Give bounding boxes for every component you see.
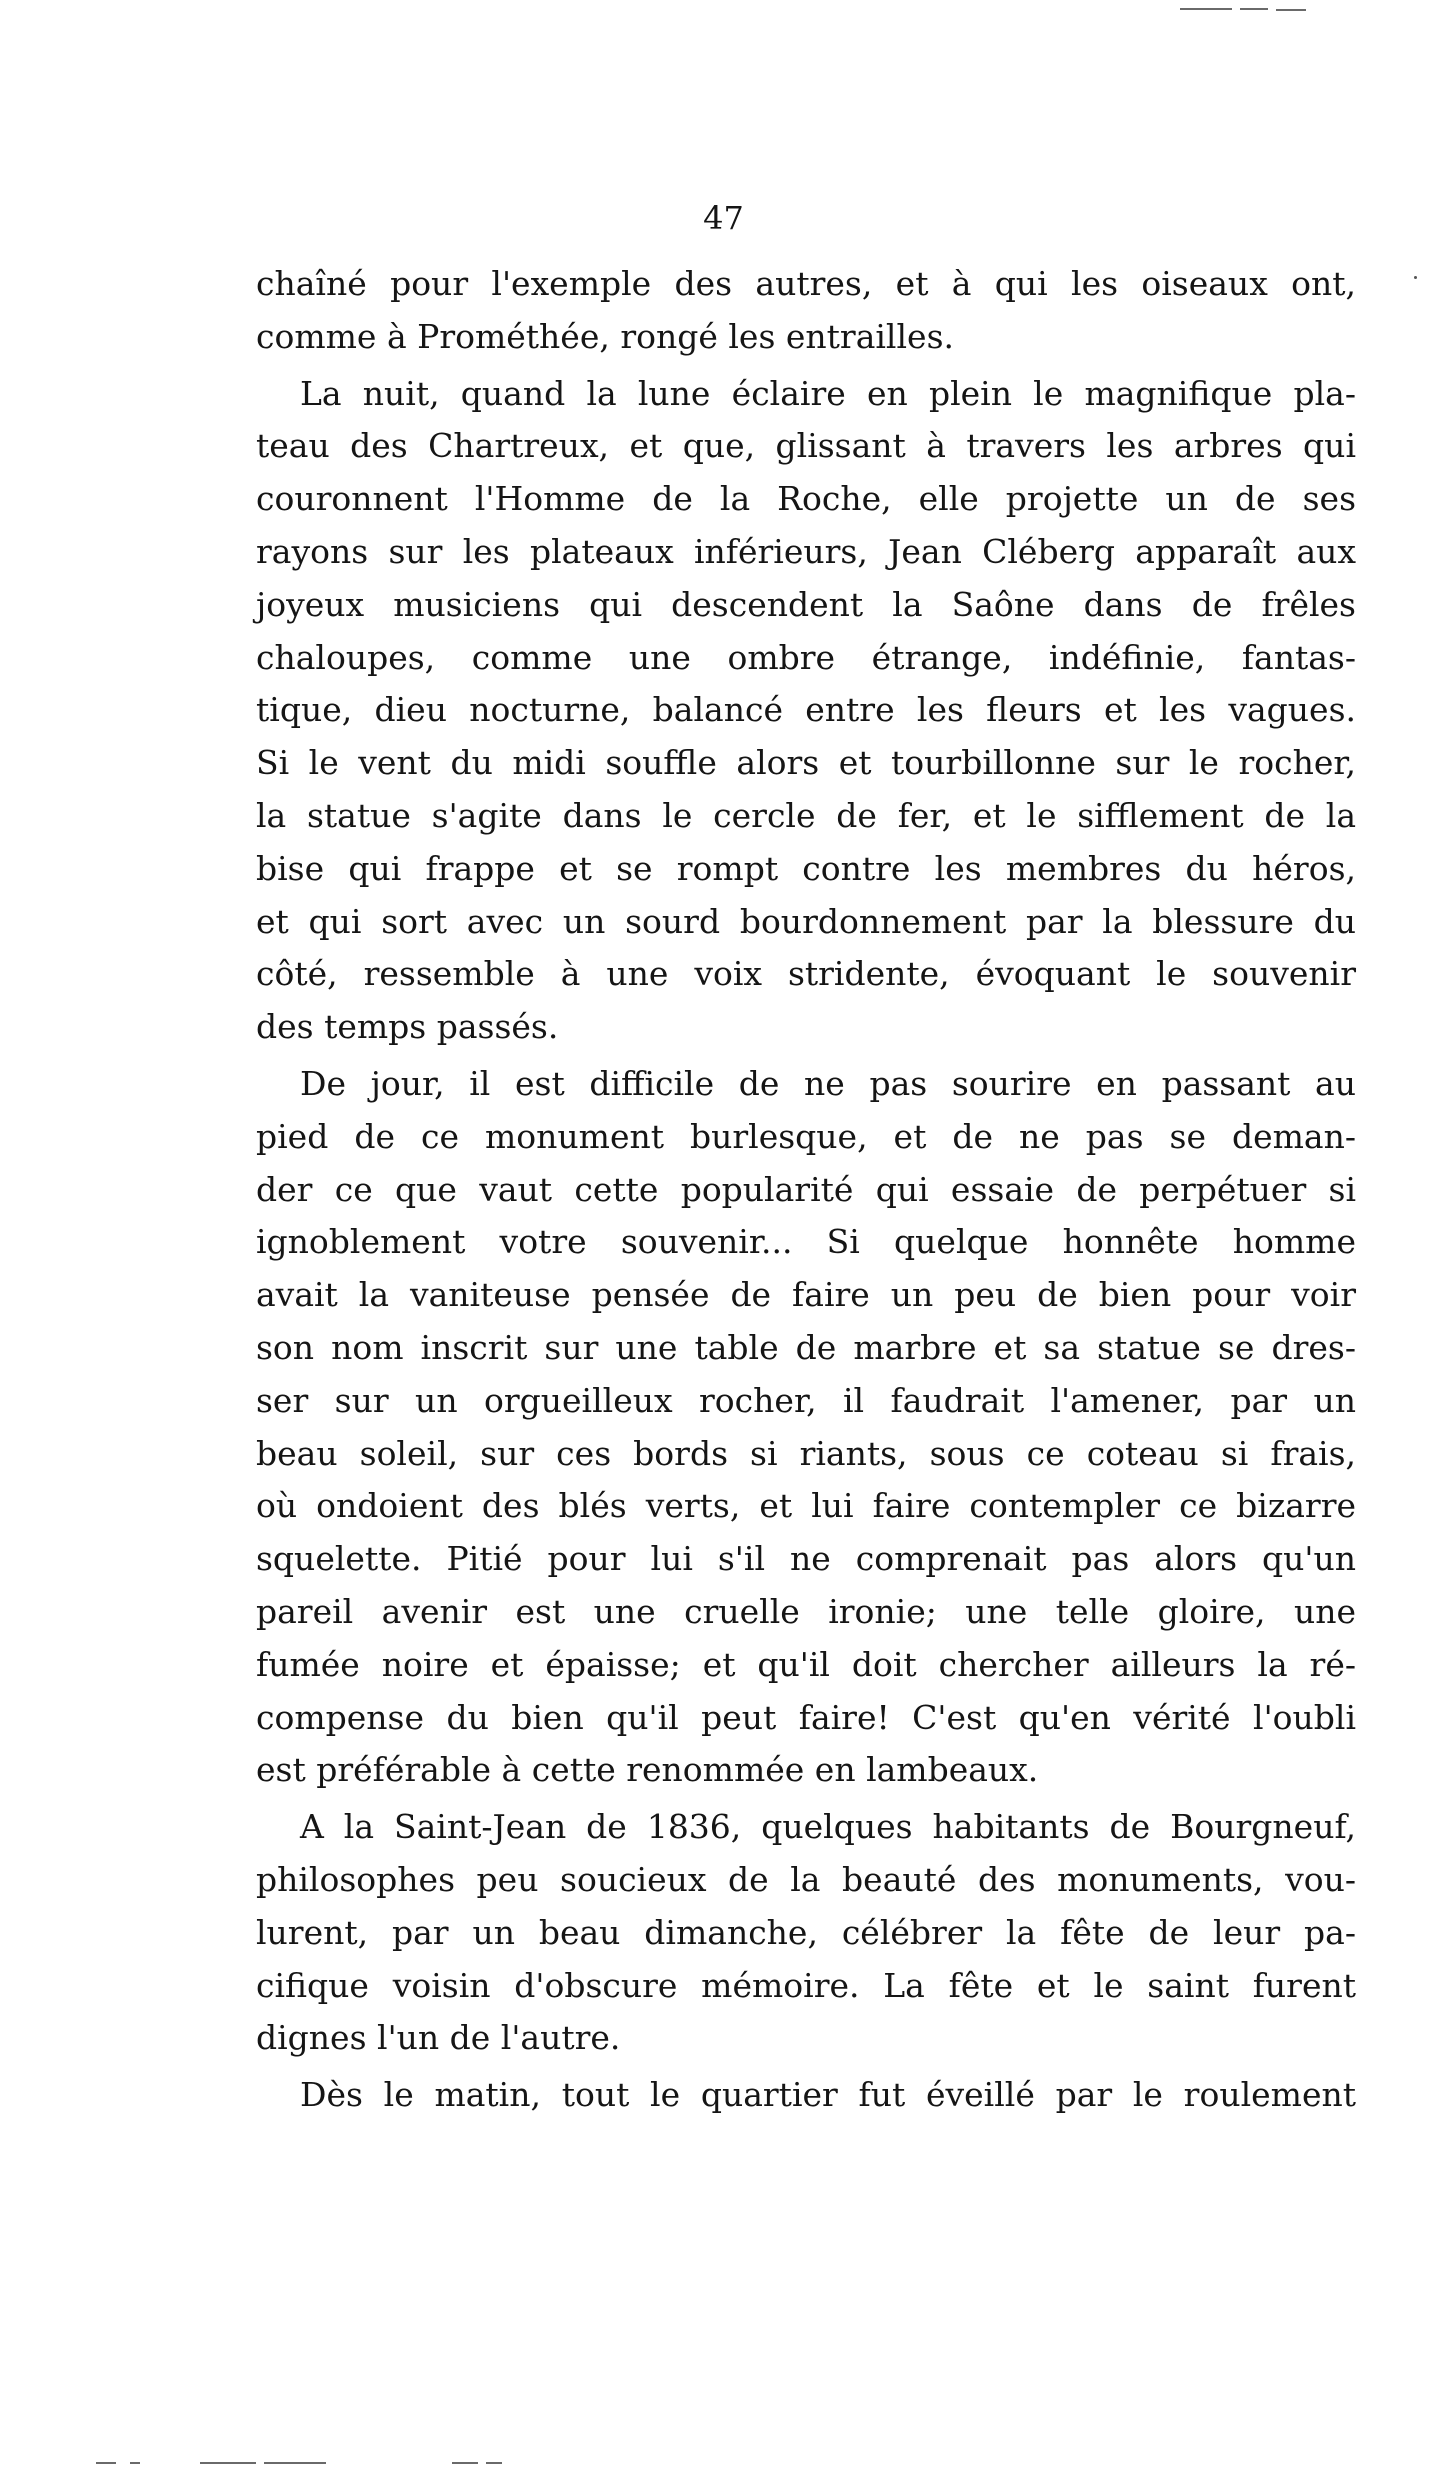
bottom-edge-mark <box>452 2462 478 2464</box>
top-edge-mark <box>1240 8 1268 10</box>
bottom-edge-mark <box>96 2462 116 2464</box>
text-line: bise qui frappe et se rompt contre les membres du héros, <box>256 848 1356 888</box>
text-line: Dès le matin, tout le quartier fut éveillé par le roulement <box>300 2075 1356 2115</box>
text-line: der ce que vaut cette popularité qui essaie de perpétuer si <box>256 1169 1356 1209</box>
text-line: des temps passés. <box>256 1007 559 1047</box>
top-edge-mark <box>1276 9 1306 11</box>
bottom-edge-mark <box>486 2462 502 2464</box>
text-line: fumée noire et épaisse; et qu'il doit chercher ailleurs la ré- <box>256 1644 1356 1684</box>
text-line: dignes l'un de l'autre. <box>256 2018 621 2058</box>
page-number: 47 <box>703 199 744 237</box>
text-line: pareil avenir est une cruelle ironie; une telle gloire, une <box>256 1591 1356 1631</box>
text-line: cifique voisin d'obscure mémoire. La fête et le saint furent <box>256 1965 1356 2005</box>
text-line: où ondoient des blés verts, et lui faire contempler ce bizarre <box>256 1486 1356 1526</box>
text-line: ignoblement votre souvenir... Si quelque honnête homme <box>256 1222 1356 1262</box>
text-line: squelette. Pitié pour lui s'il ne comprenait pas alors qu'un <box>256 1539 1356 1579</box>
text-line: avait la vaniteuse pensée de faire un peu de bien pour voir <box>256 1275 1356 1315</box>
text-line: couronnent l'Homme de la Roche, elle projette un de ses <box>256 479 1356 519</box>
text-line: chaîné pour l'exemple des autres, et à qui les oiseaux ont, <box>256 264 1356 303</box>
text-line: est préférable à cette renommée en lambeaux. <box>256 1750 1039 1790</box>
top-edge-mark <box>1180 8 1232 10</box>
text-line: philosophes peu soucieux de la beauté des monuments, vou- <box>256 1859 1356 1899</box>
text-line: rayons sur les plateaux inférieurs, Jean Cléberg apparaît aux <box>256 531 1356 571</box>
text-line: joyeux musiciens qui descendent la Saône dans de frêles <box>256 584 1356 624</box>
text-line: teau des Chartreux, et que, glissant à travers les arbres qui <box>256 426 1356 466</box>
text-line: la statue s'agite dans le cercle de fer, et le sifflement de la <box>256 795 1356 835</box>
text-line: De jour, il est difficile de ne pas sourire en passant au <box>300 1063 1356 1103</box>
text-line: et qui sort avec un sourd bourdonnement par la blessure du <box>256 901 1356 941</box>
body-text <box>256 258 1356 2122</box>
bottom-edge-mark <box>130 2462 140 2464</box>
text-line: A la Saint-Jean de 1836, quelques habitants de Bourgneuf, <box>300 1807 1356 1847</box>
bottom-edge-mark <box>200 2462 256 2464</box>
bottom-edge-mark <box>264 2462 326 2464</box>
text-line: tique, dieu nocturne, balancé entre les fleurs et les vagues. <box>256 690 1356 730</box>
text-line: La nuit, quand la lune éclaire en plein le magnifique pla- <box>300 373 1356 413</box>
text-line: beau soleil, sur ces bords si riants, sous ce coteau si frais, <box>256 1433 1356 1473</box>
text-line: côté, ressemble à une voix stridente, évoquant le souvenir <box>256 954 1356 994</box>
text-line: lurent, par un beau dimanche, célébrer la fête de leur pa- <box>256 1912 1356 1952</box>
text-line: compense du bien qu'il peut faire! C'est qu'en vérité l'oubli <box>256 1697 1356 1737</box>
text-line: Si le vent du midi souffle alors et tourbillonne sur le rocher, <box>256 743 1356 783</box>
text-line: son nom inscrit sur une table de marbre et sa statue se dres- <box>256 1327 1356 1367</box>
text-line: ser sur un orgueilleux rocher, il faudrait l'amener, par un <box>256 1380 1356 1420</box>
text-line: chaloupes, comme une ombre étrange, indéfinie, fantas- <box>256 637 1356 677</box>
text-line: pied de ce monument burlesque, et de ne pas se deman- <box>256 1116 1356 1156</box>
ink-speck <box>1414 276 1417 279</box>
text-line: comme à Prométhée, rongé les entrailles. <box>256 316 954 356</box>
